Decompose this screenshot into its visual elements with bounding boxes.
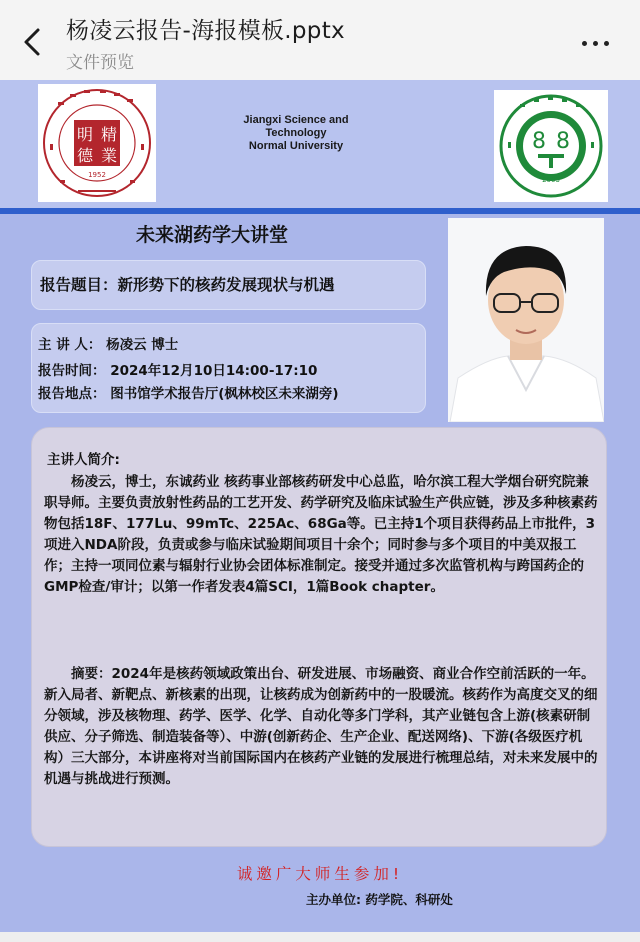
app-bar [0, 0, 640, 80]
report-topic: 报告题目：新形势下的核药发展现状与机遇 [40, 276, 335, 294]
svg-text:精: 精 [100, 125, 118, 144]
svg-text:明: 明 [76, 125, 94, 144]
topic-box [31, 260, 426, 310]
report-time: 2024年12月10日14:00-17:10 [110, 363, 318, 379]
document-title: 杨凌云报告-海报模板.pptx [66, 18, 345, 44]
speaker-bio: 杨凌云，博士，东诚药业 核药事业部核药研发中心总监，哈尔滨工程大学烟台研究院兼职导师。主要负责放射性药品的工艺开发、药学研究及临床试验生产供应链，涉及多种核素药物包括18F、177Lu、99mTc、225Ac、68Ga等。已主持1个项目获得药品上市批件，3项进入NDA阶段，负责或参与临床试验期间项目十余个；同时参与多个项目的中美双报工作；主持一项同位素与辐射行业协会团体标准制定。接受并通过多次监管机构与跨国药企的GMP检查/审计；以第一作者发表4篇SCI，1篇Book chapter。 [44, 474, 598, 595]
time-row: 报告时间： 2024年12月10日14:00-17:10 [38, 359, 317, 379]
svg-text:業: 業 [100, 146, 118, 165]
college-logo-right [494, 90, 608, 202]
poster-preview[interactable] [0, 80, 640, 932]
svg-text:1952: 1952 [88, 171, 106, 179]
more-horizontal-icon [582, 41, 587, 46]
university-logo-left [38, 84, 156, 202]
place-label: 报告地点 [38, 386, 92, 402]
svg-text:8: 8 [532, 129, 546, 154]
place-row: 报告地点： 图书馆学术报告厅(枫林校区未来湖旁) [38, 382, 339, 402]
svg-text:8: 8 [556, 129, 570, 154]
speaker-label: 主 讲 人 [38, 337, 88, 353]
report-abstract: 摘要：2024年是核药领域政策出台、研发进展、市场融资、商业合作空前活跃的一年。新入局者、新靶点、新核素的出现，让核药成为创新药中的一股暖流。核药作为高度交叉的细分领域，涉及核物理、药学、医学、化学、自动化等多门学科，其产业链包含上游(核素研制供应、分子筛选、制造装备等）、中游(创新药企、生产企业、配送网络)、下游(各级医疗机构）三大部分，本讲座将对当前国际国内在核药产业链的发展进行梳理总结，对未来发展中的机遇与挑战进行预测。 [44, 666, 598, 787]
speaker-photo [448, 218, 604, 422]
speaker-intro-box [31, 427, 607, 847]
svg-text:德: 德 [76, 146, 94, 165]
speaker-name: 杨凌云 博士 [106, 337, 179, 353]
document-subtitle: 文件预览 [66, 53, 134, 73]
bottom-edge [0, 932, 640, 942]
more-button[interactable] [574, 24, 618, 64]
organizer-text: 主办单位: 药学院、科研处 [306, 892, 453, 907]
report-place: 图书馆学术报告厅(枫林校区未来湖旁) [110, 386, 339, 402]
time-label: 报告时间 [38, 363, 92, 379]
back-button[interactable] [14, 22, 50, 62]
invitation-text: 诚邀广大师生参加! [236, 865, 404, 883]
intro-heading: 主讲人简介: [47, 452, 120, 468]
lecture-series-title: 未来湖药学大讲堂 [136, 224, 289, 246]
svg-text:2003: 2003 [542, 176, 560, 184]
speaker-row: 主 讲 人： 杨凌云 博士 [38, 333, 178, 353]
info-box [31, 323, 426, 413]
chevron-left-icon [14, 22, 50, 62]
university-name: Jiangxi Science and Technology Normal University [243, 114, 349, 152]
header-divider [0, 208, 640, 214]
